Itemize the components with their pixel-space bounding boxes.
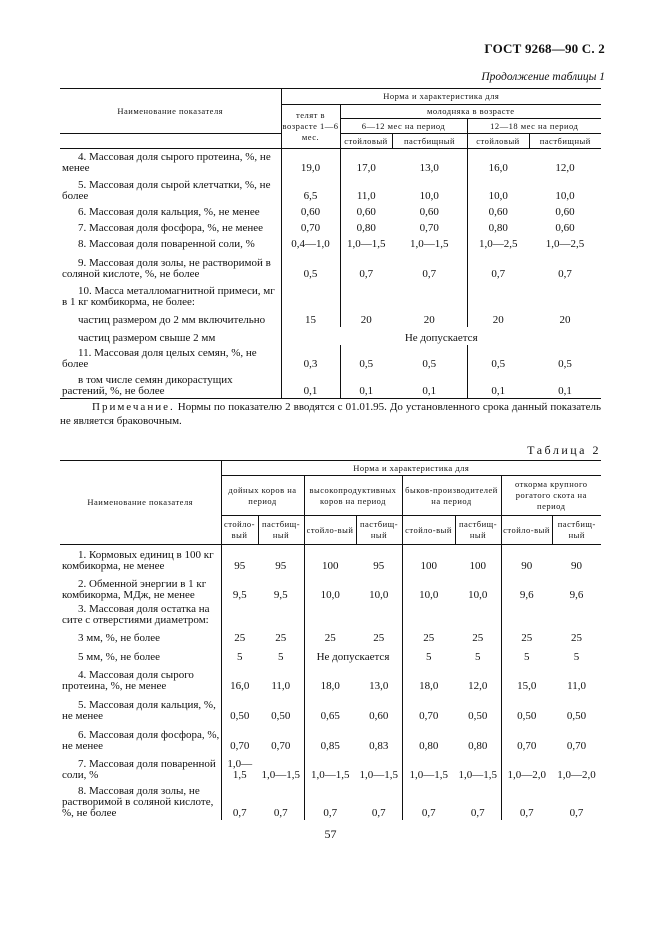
cell: 0,7 xyxy=(467,251,529,281)
table-row xyxy=(60,545,601,573)
cell: 15,0 xyxy=(501,664,552,693)
table-row xyxy=(60,345,601,371)
table-row xyxy=(60,219,601,235)
cell: 25 xyxy=(275,631,287,644)
cell: 16,0 xyxy=(467,149,529,175)
cell: 0,5 xyxy=(467,345,529,371)
cell: 0,5 xyxy=(422,357,437,370)
cell: 5 xyxy=(278,650,284,663)
cell: 20 xyxy=(559,313,571,326)
cell: 0,50 xyxy=(501,693,552,723)
cell: 0,3 xyxy=(281,345,340,371)
cell: 5 xyxy=(475,650,481,663)
cell: 0,4—1,0 xyxy=(281,235,340,251)
cell: 0,7 xyxy=(371,806,386,819)
row-label: 4. Массовая доля сырого протеина, %, не менее xyxy=(62,150,271,174)
cell: 90 xyxy=(501,545,552,573)
cell: 13,0 xyxy=(419,161,439,174)
cell: 1,0—1,5 xyxy=(410,237,449,250)
cell: 1,0—2,0 xyxy=(501,753,552,782)
cell: 18,0 xyxy=(402,664,455,693)
cell: 20 xyxy=(423,313,435,326)
row-label: 5 мм, %, не более xyxy=(78,650,161,663)
cell: 5 xyxy=(221,645,258,664)
t2-header-pasture: пастбищ-ный xyxy=(552,516,601,545)
cell: 0,60 xyxy=(419,205,439,218)
cell: 0,60 xyxy=(340,203,392,219)
t2-header-pasture: пастбищ-ный xyxy=(455,516,501,545)
table-row xyxy=(60,627,601,645)
note-label: Примечание. xyxy=(92,401,175,413)
row-label: 6. Массовая доля фосфора, %, не менее xyxy=(62,728,220,752)
table-continuation-caption: Продолжение таблицы 1 xyxy=(481,71,605,83)
cell: 0,7 xyxy=(221,782,258,820)
cell: 0,1 xyxy=(392,371,467,399)
table-2 xyxy=(60,460,601,820)
row-label: 8. Массовая доля поваренной соли, % xyxy=(78,237,255,250)
row-label: 11. Массовая доля целых семян, %, не более xyxy=(62,346,257,370)
cell: 90 xyxy=(571,559,583,572)
cell: 25 xyxy=(304,627,356,645)
cell: 11,0 xyxy=(567,679,586,692)
cell: 10,0 xyxy=(402,573,455,602)
table-row xyxy=(60,645,601,664)
cell: 12,0 xyxy=(468,679,488,692)
table-row xyxy=(60,149,601,175)
t1-header-norm: Норма и характеристика для xyxy=(281,89,601,105)
row-label: частиц размером до 2 мм включительно xyxy=(78,313,266,326)
cell: 19,0 xyxy=(281,149,340,175)
t2-header-dairy-cows: дойных коров на период xyxy=(221,476,304,516)
cell: 9,6 xyxy=(501,573,552,602)
cell: 0,83 xyxy=(369,739,389,752)
cell: 0,70 xyxy=(419,221,439,234)
cell: 100 xyxy=(469,559,486,572)
table-row xyxy=(60,309,601,327)
table-2-caption: Таблица 2 xyxy=(527,443,601,457)
cell: 0,65 xyxy=(304,693,356,723)
cell: 1,0—2,0 xyxy=(557,768,596,781)
cell: 16,0 xyxy=(221,664,258,693)
t1-header-period-6-12: 6—12 мес на период xyxy=(340,119,467,134)
t1-header-calves: телят в возрасте 1—6 мес. xyxy=(281,105,340,149)
row-label: 3 мм, %, не более xyxy=(78,631,161,644)
table-row xyxy=(60,782,601,820)
cell: 1,0—1,5 xyxy=(359,768,398,781)
cell: 0,60 xyxy=(555,221,575,234)
row-label: 7. Массовая доля поваренной соли, % xyxy=(62,757,216,781)
cell: 1,0—1,5 xyxy=(261,768,300,781)
cell: 10,0 xyxy=(555,189,575,202)
table-row xyxy=(60,251,601,281)
row-label: 6. Массовая доля кальция, %, не менее xyxy=(78,205,260,218)
t2-header-norm: Норма и характеристика для xyxy=(221,461,601,476)
cell: 0,80 xyxy=(402,723,455,753)
cell: 1,0—1,5 xyxy=(221,753,258,782)
t1-header-young: молодняка в возрасте xyxy=(340,105,601,119)
cell: 18,0 xyxy=(304,664,356,693)
t1-header-pasture-2: пастбищный xyxy=(529,134,601,149)
row-label: 3. Массовая доля остатка на сите с отверстиями диаметром: xyxy=(62,602,210,626)
table-row xyxy=(60,573,601,602)
cell: 1,0—1,5 xyxy=(304,753,356,782)
cell: 25 xyxy=(501,627,552,645)
t1-header-name: Наименование показателя xyxy=(60,89,281,134)
table-row xyxy=(60,235,601,251)
cell: 95 xyxy=(275,559,287,572)
cell: 0,70 xyxy=(501,723,552,753)
cell: 0,1 xyxy=(467,371,529,399)
t1-header-period-12-18: 12—18 мес на период xyxy=(467,119,601,134)
cell: 6,5 xyxy=(281,175,340,203)
cell: 25 xyxy=(402,627,455,645)
t2-header-stall: стойло-вый xyxy=(501,516,552,545)
cell: 0,70 xyxy=(402,693,455,723)
cell: 1,0—1,5 xyxy=(458,768,497,781)
row-label: 4. Массовая доля сырого протеина, %, не менее xyxy=(62,668,194,692)
cell: 0,70 xyxy=(566,739,587,752)
cell: 0,1 xyxy=(281,371,340,399)
cell: 11,0 xyxy=(271,679,291,692)
cell: 0,85 xyxy=(304,723,356,753)
t1-header-pasture-1: пастбищный xyxy=(392,134,467,149)
cell: 100 xyxy=(402,545,455,573)
cell: 0,60 xyxy=(281,203,340,219)
cell: 0,80 xyxy=(468,739,488,752)
cell: 1,0—1,5 xyxy=(402,753,455,782)
cell: 5 xyxy=(402,645,455,664)
cell: 20 xyxy=(340,309,392,327)
cell: 0,5 xyxy=(281,251,340,281)
row-label: 7. Массовая доля фосфора, %, не менее xyxy=(78,221,264,234)
cell: 95 xyxy=(373,559,385,572)
cell: 0,7 xyxy=(470,806,485,819)
cell: 25 xyxy=(373,631,385,644)
note-text: Нормы по показателю 2 вводятся с 01.01.95. До установленного срока данный показатель не является браковочным. xyxy=(60,401,601,427)
cell: 0,60 xyxy=(555,205,575,218)
t2-header-pasture: пастбищ-ный xyxy=(356,516,402,545)
cell: 0,7 xyxy=(501,782,552,820)
table-note xyxy=(60,400,601,428)
cell: 10,0 xyxy=(467,175,529,203)
cell: 0,80 xyxy=(340,219,392,235)
cell: 95 xyxy=(221,545,258,573)
cell: 5 xyxy=(573,650,580,663)
cell: 0,7 xyxy=(422,267,437,280)
cell: 10,0 xyxy=(419,189,439,202)
cell: 0,70 xyxy=(281,219,340,235)
cell: 0,60 xyxy=(467,203,529,219)
row-label: 5. Массовая доля кальция, %, не менее xyxy=(62,698,216,722)
cell: 5 xyxy=(501,645,552,664)
not-allowed-cell: Не допускается xyxy=(304,645,402,664)
table-row xyxy=(60,281,601,309)
cell: 0,7 xyxy=(340,251,392,281)
cell: 0,60 xyxy=(369,709,389,722)
cell: 1,0—1,5 xyxy=(340,235,392,251)
table-row xyxy=(60,753,601,782)
cell: 20 xyxy=(467,309,529,327)
not-allowed-cell: Не допускается xyxy=(281,327,601,345)
t1-header-stall-1: стойловый xyxy=(340,134,392,149)
t2-header-stall: стойло-вый xyxy=(304,516,356,545)
row-label: 2. Обменной энергии в 1 кг комбикорма, МДж, не менее xyxy=(62,577,207,601)
cell: 0,50 xyxy=(566,709,587,722)
t2-header-stall: стойло-вый xyxy=(221,516,258,545)
table-row xyxy=(60,175,601,203)
cell: 15 xyxy=(281,309,340,327)
cell: 25 xyxy=(221,627,258,645)
cell: 9,5 xyxy=(221,573,258,602)
row-label: в том числе семян дикорастущих растений, %, не более xyxy=(60,371,281,399)
cell: 25 xyxy=(571,631,583,644)
cell: 12,0 xyxy=(555,161,575,174)
cell: 0,7 xyxy=(402,782,455,820)
t2-header-stall: стойло-вый xyxy=(402,516,455,545)
t2-header-fattening: откорма крупного рогатого скота на период xyxy=(501,476,601,516)
page-number: 57 xyxy=(324,827,337,841)
row-label: 8. Массовая доля золы, не растворимой в соляной кислоте, %, не более xyxy=(62,784,214,819)
cell: 0,7 xyxy=(304,782,356,820)
cell: 0,50 xyxy=(271,709,291,722)
table-row xyxy=(60,664,601,693)
cell: 11,0 xyxy=(340,175,392,203)
cell: 0,5 xyxy=(558,357,572,370)
row-label: 10. Масса металломагнитной примеси, мг в 1 кг комбикорма, не более: xyxy=(62,284,275,308)
cell: 0,50 xyxy=(468,709,488,722)
cell: 25 xyxy=(472,631,484,644)
t2-header-bulls: быков-производителей на период xyxy=(402,476,501,516)
cell: 10,0 xyxy=(468,588,488,601)
t1-header-stall-2: стойловый xyxy=(467,134,529,149)
cell: 1,0—2,5 xyxy=(467,235,529,251)
row-label: 9. Массовая доля золы, не растворимой в соляной кислоте, %, не более xyxy=(62,256,271,280)
cell: 13,0 xyxy=(369,679,389,692)
table-row xyxy=(60,203,601,219)
cell: 0,7 xyxy=(273,806,288,819)
row-label: 1. Кормовых единиц в 100 кг комбикорма, не менее xyxy=(62,548,214,572)
cell: 0,70 xyxy=(221,723,258,753)
table-row xyxy=(60,693,601,723)
cell: 0,5 xyxy=(340,345,392,371)
table-1 xyxy=(60,88,601,399)
cell: 100 xyxy=(304,545,356,573)
row-label: частиц размером свыше 2 мм xyxy=(78,331,216,344)
table-row xyxy=(60,602,601,627)
cell: 0,7 xyxy=(558,267,572,280)
cell: 10,0 xyxy=(304,573,356,602)
cell: 0,1 xyxy=(340,371,392,399)
standard-header: ГОСТ 9268—90 С. 2 xyxy=(484,41,605,56)
cell: 9,6 xyxy=(569,588,584,601)
t2-header-high-yield-cows: высокопродуктивных коров на период xyxy=(304,476,402,516)
cell: 10,0 xyxy=(369,588,389,601)
cell: 0,7 xyxy=(569,806,584,819)
cell: 1,0—2,5 xyxy=(545,237,585,250)
table-row xyxy=(60,723,601,753)
cell: 0,80 xyxy=(467,219,529,235)
table-row xyxy=(60,327,601,345)
cell: 0,70 xyxy=(271,739,291,752)
cell: 17,0 xyxy=(340,149,392,175)
cell: 9,5 xyxy=(273,588,288,601)
cell: 0,1 xyxy=(529,371,601,399)
row-label: 5. Массовая доля сырой клетчатки, %, не более xyxy=(62,178,271,202)
t2-header-name: Наименование показателя xyxy=(60,461,221,545)
cell: 0,50 xyxy=(221,693,258,723)
t2-header-pasture: пастбищ-ный xyxy=(258,516,304,545)
table-row xyxy=(60,371,601,399)
